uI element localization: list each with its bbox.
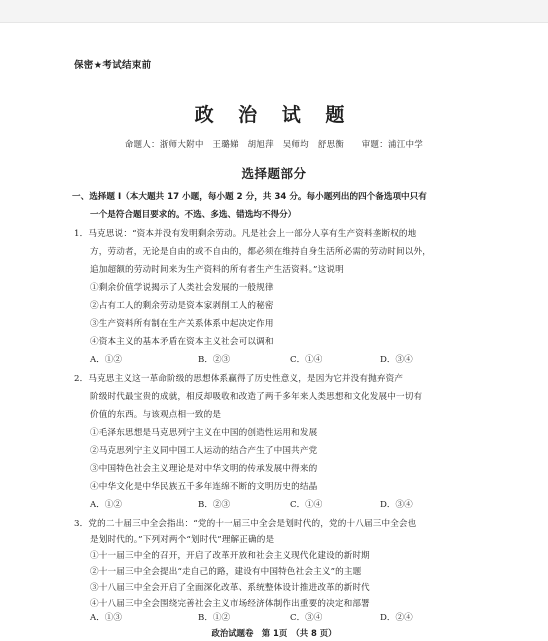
q1-option: ①剩余价值学说揭示了人类社会发展的一般规律: [90, 283, 274, 293]
q2-choice-d: D．③④: [380, 500, 413, 510]
q1-choice-c: C．①④: [290, 355, 323, 365]
q2-option: ①毛泽东思想是马克思列宁主义在中国的创造性运用和发展: [90, 428, 318, 438]
q1-choice-a: A．①②: [90, 355, 122, 365]
q1-stem-line: 追加超额的劳动时间来为生产资料的所有者生产生活资料。”这说明: [90, 265, 344, 275]
q2-choice-b: B．②③: [198, 500, 231, 510]
q1-option: ②占有工人的剩余劳动是资本家剥削工人的秘密: [90, 301, 274, 311]
q1-option: ③生产资料所有制在生产关系体系中起决定作用: [90, 319, 274, 329]
q3-option: ④十八届三中全会围绕完善社会主义市场经济体制作出重要的决定和部署: [90, 599, 370, 609]
q3-option: ①十一届三中全的召开，开启了改革开放和社会主义现代化建设的新时期: [90, 551, 370, 561]
q1-choice-d: D．③④: [380, 355, 413, 365]
confidential-label: 保密★考试结束前: [74, 60, 152, 71]
q2-stem-line: 2．马克思主义这一革命阶级的思想体系赢得了历史性意义，是因为它并没有抛弃资产: [74, 374, 404, 384]
q2-choice-c: C．①④: [290, 500, 323, 510]
q2-option: ④中华文化是中华民族五千多年连绵不断的文明历史的结晶: [90, 482, 318, 492]
q2-option: ③中国特色社会主义理论是对中华文明的传承发展中得来的: [90, 464, 318, 474]
q3-stem-line: 是划时代的。”下列对两个“划时代”理解正确的是: [90, 535, 275, 545]
page-footer: 政治试题卷 第 1页 （共 8 页）: [211, 628, 337, 638]
q1-choice-b: B．②③: [198, 355, 231, 365]
q3-option: ③十八届三中全会开启了全面深化改革、系统整体设计推进改革的新时代: [90, 583, 370, 593]
q1-option: ④资本主义的基本矛盾在资本主义社会可以调和: [90, 337, 274, 347]
authors-line: 命题人：浙师大附中 王璐娣 胡旭萍 吴师均 舒思衡 审题：浦江中学: [124, 139, 424, 149]
page-title: 政 治 试 题: [194, 104, 354, 126]
section-title: 选择题部分: [241, 166, 307, 181]
q2-option: ②马克思列宁主义同中国工人运动的结合产生了中国共产党: [90, 446, 318, 456]
q3-choice-c: C．③④: [290, 613, 323, 623]
instruction-line-1: 一、选择题 I（本大题共 17 小题，每小题 2 分，共 34 分。每小题列出的四个备选项中只有: [72, 192, 427, 202]
q1-stem-line: 1．马克思说：“资本并没有发明剩余劳动。凡是社会上一部分人享有生产资料垄断权的地: [74, 229, 417, 239]
q3-stem-line: 3．党的二十届三中全会指出：“党的十一届三中全会是划时代的，党的十八届三中全会也: [74, 519, 417, 529]
instruction-line-2: 一个是符合题目要求的。不选、多选、错选均不得分）: [90, 210, 297, 220]
q1-stem-line: 方，劳动者，无论是自由的或不自由的，都必须在维持自身生活所必需的劳动时间以外，: [90, 247, 432, 257]
q2-choice-a: A．①②: [90, 500, 122, 510]
q3-choice-d: D．②④: [380, 613, 413, 623]
viewer-top-bar: [0, 0, 548, 23]
q3-choice-a: A．①③: [90, 613, 122, 623]
q2-stem-line: 价值的东西。与该观点相一致的是: [90, 410, 222, 420]
q3-option: ②十一届三中全会提出“走自己的路，建设有中国特色社会主义”的主题: [90, 567, 362, 577]
q2-stem-line: 阶级时代最宝贵的成就，相反却吸收和改造了两千多年来人类思想和文化发展中一切有: [90, 392, 423, 402]
q3-choice-b: B．①②: [198, 613, 231, 623]
